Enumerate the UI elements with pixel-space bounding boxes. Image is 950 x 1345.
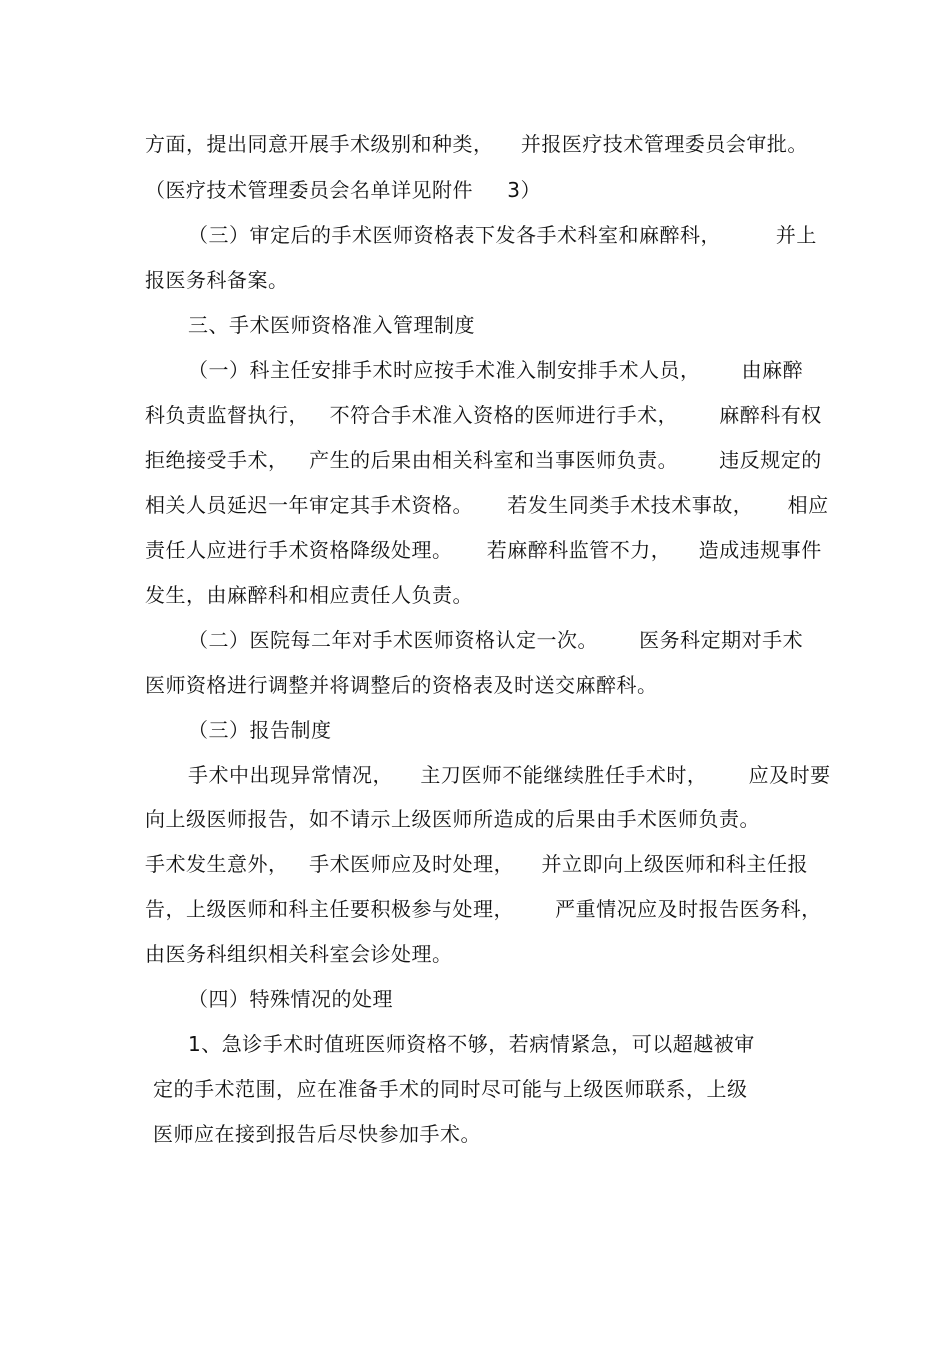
text-line-16: 向上级医师报告，如不请示上级医师所造成的后果由手术医师负责。	[145, 807, 760, 831]
text-line-11: 发生，由麻醉科和相应责任人负责。	[145, 583, 473, 607]
text-line-17: 手术发生意外， 手术医师应及时处理， 并立即向上级医师和科主任报	[145, 852, 809, 876]
section-heading-3: 三、手术医师资格准入管理制度	[188, 313, 475, 337]
text-line-3: （三）审定后的手术医师资格表下发各手术科室和麻醉科， 并上	[188, 223, 817, 247]
text-line-12: （二）医院每二年对手术医师资格认定一次。 医务科定期对手术	[188, 628, 804, 652]
subheading-special-cases: （四）特殊情况的处理	[188, 987, 393, 1011]
text-line-10: 责任人应进行手术资格降级处理。 若麻醉科监管不力， 造成违规事件	[145, 538, 822, 562]
text-line-22: 定的手术范围，应在准备手术的同时尽可能与上级医师联系，上级	[153, 1077, 748, 1101]
text-line-4: 报医务科备案。	[145, 268, 289, 292]
text-line-13: 医师资格进行调整并将调整后的资格表及时送交麻醉科。	[145, 673, 658, 697]
text-line-1: 方面，提出同意开展手术级别和种类， 并报医疗技术管理委员会审批。	[145, 132, 808, 156]
text-line-7: 科负责监督执行， 不符合手术准入资格的医师进行手术， 麻醉科有权	[145, 403, 822, 427]
text-line-18: 告，上级医师和科主任要积极参与处理， 严重情况应及时报告医务科，	[145, 897, 822, 921]
text-line-15: 手术中出现异常情况， 主刀医师不能继续胜任手术时， 应及时要	[188, 763, 831, 787]
text-line-8: 拒绝接受手术， 产生的后果由相关科室和当事医师负责。 违反规定的	[145, 448, 822, 472]
text-line-19: 由医务科组织相关科室会诊处理。	[145, 942, 453, 966]
text-line-21: 1、急诊手术时值班医师资格不够，若病情紧急，可以超越被审	[188, 1032, 755, 1056]
text-line-23: 医师应在接到报告后尽快参加手术。	[153, 1122, 481, 1146]
text-line-9: 相关人员延迟一年审定其手术资格。 若发生同类手术技术事故， 相应	[145, 493, 829, 517]
subheading-report-system: （三）报告制度	[188, 718, 332, 742]
text-line-2: （医疗技术管理委员会名单详见附件 3）	[145, 178, 542, 202]
text-line-6: （一）科主任安排手术时应按手术准入制安排手术人员， 由麻醉	[188, 358, 804, 382]
